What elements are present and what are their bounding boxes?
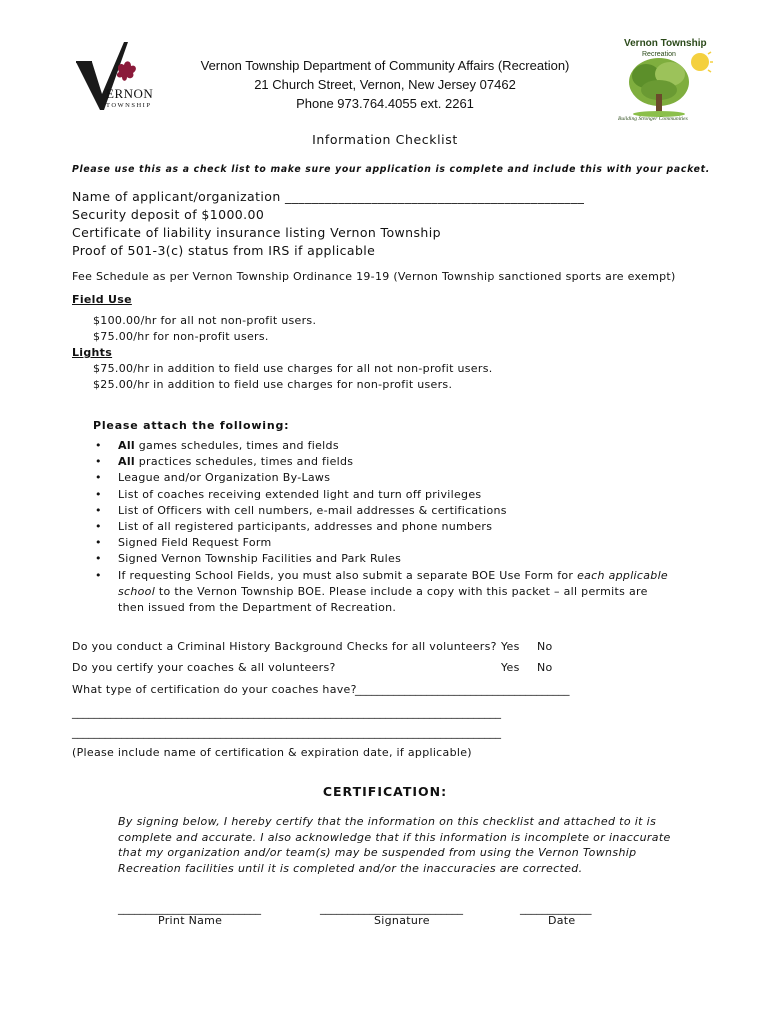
list-item: • Signed Vernon Township Facilities and Park Rules: [93, 551, 693, 567]
certification-note: (Please include name of certification & expiration date, if applicable): [72, 746, 472, 759]
recreation-logo-sub: Recreation: [642, 51, 676, 58]
fee-schedule-text: Fee Schedule as per Vernon Township Ordinance 19-19 (Vernon Township sanctioned sports are exempt): [72, 270, 676, 283]
question-certification-type: What type of certification do your coaches have?: [72, 683, 357, 696]
lights-rate: $25.00/hr in addition to field use charges for non-profit users.: [93, 378, 453, 391]
field-use-rate: $100.00/hr for all not non-profit users.: [93, 314, 317, 327]
signature-label: Signature: [374, 914, 430, 927]
list-item: • List of all registered participants, addresses and phone numbers: [93, 519, 693, 535]
requirement-deposit: Security deposit of $1000.00: [72, 207, 265, 222]
page-title: Information Checklist: [312, 132, 458, 147]
recreation-logo-tagline: Building Stronger Communities: [618, 116, 688, 122]
signature-line[interactable]: __________________________: [320, 902, 463, 915]
org-phone: Phone 973.764.4055 ext. 2261: [296, 96, 474, 111]
field-use-heading: Field Use: [72, 293, 132, 306]
question-background-checks: Do you conduct a Criminal History Background Checks for all volunteers?: [72, 640, 497, 653]
field-use-rate: $75.00/hr for non-profit users.: [93, 330, 269, 343]
requirement-insurance: Certificate of liability insurance listing Vernon Township: [72, 225, 441, 240]
certification-blank-line[interactable]: ______________________________________________________________________________: [72, 706, 501, 719]
requirement-name: Name of applicant/organization: [72, 189, 281, 204]
list-item: • Signed Field Request Form: [93, 535, 693, 551]
instruction-text: Please use this as a check list to make sure your application is complete and include this with your packet.: [72, 164, 711, 175]
org-address: 21 Church Street, Vernon, New Jersey 07462: [254, 77, 516, 92]
list-item: • All practices schedules, times and fields: [93, 454, 693, 470]
certification-type-blank[interactable]: _______________________________________: [355, 683, 570, 696]
name-blank-line[interactable]: _____________________________________________: [285, 189, 585, 204]
requirement-501c: Proof of 501-3(c) status from IRS if applicable: [72, 243, 376, 258]
list-item: • League and/or Organization By-Laws: [93, 470, 693, 486]
lights-rate: $75.00/hr in addition to field use charges for all not non-profit users.: [93, 362, 493, 375]
logo-township-text: TOWNSHIP: [106, 102, 152, 109]
org-name: Vernon Township Department of Community Affairs (Recreation): [200, 58, 570, 73]
certification-heading: CERTIFICATION:: [322, 784, 448, 799]
list-item: • List of Officers with cell numbers, e-mail addresses & certifications: [93, 503, 693, 519]
q2-no-option[interactable]: No: [537, 661, 553, 674]
logo-wordmark: ERNON: [106, 86, 154, 101]
date-line[interactable]: _____________: [520, 902, 592, 915]
q1-yes-option[interactable]: Yes: [501, 640, 520, 653]
print-name-label: Print Name: [158, 914, 223, 927]
list-item: • List of coaches receiving extended light and turn off privileges: [93, 487, 693, 503]
attach-heading: Please attach the following:: [93, 419, 290, 432]
attach-list: [93, 438, 693, 616]
list-item: • If requesting School Fields, you must also submit a separate BOE Use Form for each applicable school to the Vernon Township BOE. Please include a copy with this packet – all permits are then issued from the Department of Recreation.: [93, 568, 673, 617]
recreation-logo-title: Vernon Township: [624, 38, 707, 49]
certification-text: By signing below, I hereby certify that the information on this checklist and attached to it is complete and accurate. I also acknowledge that if this information is incomplete or inaccurate that my organization and/or team(s) may be suspended from using the Vernon Township Recreation facilities until it is completed and/or the inaccuracies are corrected.: [118, 815, 671, 875]
q1-no-option[interactable]: No: [537, 640, 553, 653]
lights-heading: Lights: [72, 346, 113, 359]
question-certify-coaches: Do you certify your coaches & all volunteers?: [72, 661, 336, 674]
print-name-line[interactable]: __________________________: [118, 902, 261, 915]
certification-blank-line[interactable]: ______________________________________________________________________________: [72, 726, 501, 739]
list-item: • All games schedules, times and fields: [93, 438, 693, 454]
q2-yes-option[interactable]: Yes: [501, 661, 520, 674]
date-label: Date: [548, 914, 576, 927]
